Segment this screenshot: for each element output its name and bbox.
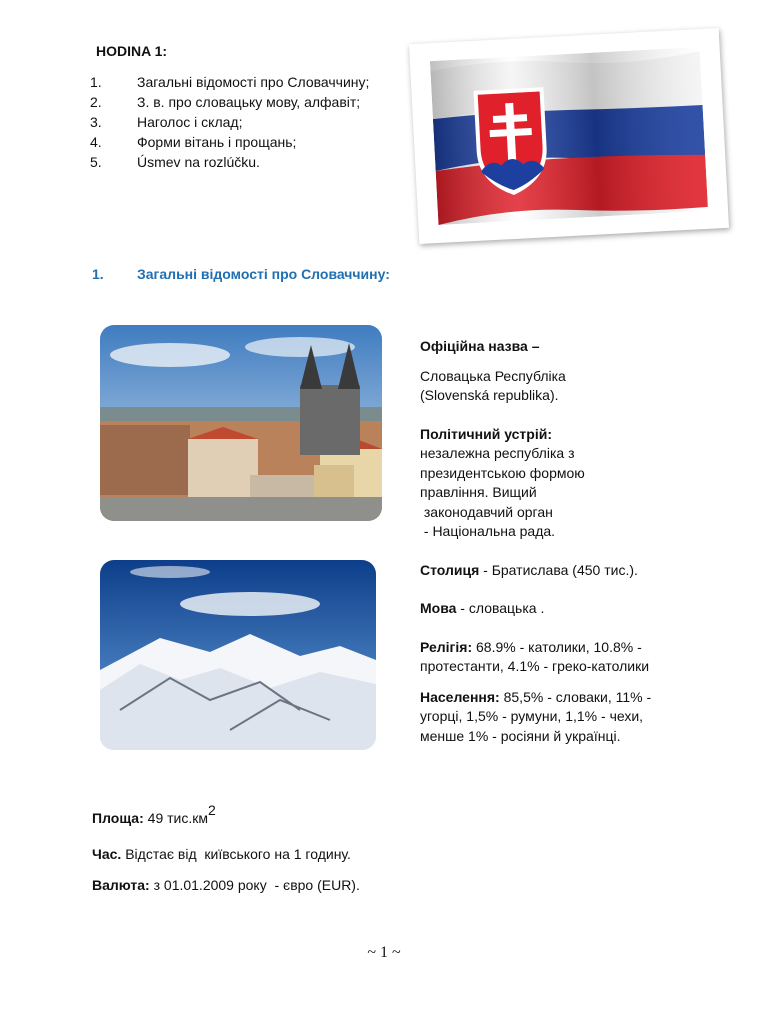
area-fact — [92, 802, 216, 826]
section-heading: Загальні відомості про Словаччину: — [137, 266, 390, 282]
political-system-line: незалежна республіка з — [420, 445, 575, 461]
page-title: HODINA 1: — [96, 43, 168, 59]
toc-number: 2. — [90, 94, 102, 110]
table-of-contents — [90, 72, 369, 172]
toc-text: Úsmev na rozlúčku. — [137, 154, 260, 170]
prague-city-photo — [100, 325, 382, 521]
area-label: Площа: — [92, 810, 144, 826]
tatra-mountains-photo — [100, 560, 376, 750]
language-label: Мова — [420, 600, 457, 616]
toc-text: З. в. про словацьку мову, алфавіт; — [137, 94, 361, 110]
currency-label: Валюта: — [92, 877, 150, 893]
toc-item — [90, 92, 369, 112]
capital-value: - Братислава (450 тис.). — [479, 561, 638, 578]
population-line: угорці, 1,5% - румуни, 1,1% - чехи, — [420, 708, 644, 724]
toc-number: 1. — [90, 74, 102, 90]
toc-item — [90, 132, 369, 152]
page-number: ~ 1 ~ — [367, 944, 401, 961]
slovak-flag-image — [430, 47, 708, 225]
political-system-line: - Національна рада. — [420, 523, 556, 539]
toc-text: Загальні відомості про Словаччину; — [137, 74, 370, 90]
info-block — [420, 337, 710, 746]
official-name-value-1: Словацька Республіка — [420, 367, 566, 384]
toc-number: 4. — [90, 134, 102, 150]
political-system-line: президентською формою — [420, 464, 585, 481]
population-line: менше 1% - росіяни й українці. — [420, 727, 621, 744]
official-name-value-2: (Slovenská republika). — [420, 387, 559, 403]
official-name-label: Офіційна назва – — [420, 338, 540, 354]
political-system-line: законодавчий орган — [420, 503, 553, 520]
currency-value: з 01.01.2009 року - євро (EUR). — [149, 877, 360, 893]
time-fact — [92, 846, 351, 862]
population-label: Населення: — [420, 688, 500, 705]
section-number: 1. — [92, 266, 104, 282]
political-system-line: правління. Вищий — [420, 484, 537, 500]
religion-label: Релігія: — [420, 638, 473, 655]
religion-line: протестанти, 4.1% - греко-католики — [420, 658, 650, 674]
toc-number: 5. — [90, 154, 102, 170]
toc-text: Форми вітань і прощань; — [137, 134, 297, 150]
toc-number: 3. — [90, 114, 102, 130]
time-value: Відстає від київського на 1 годину. — [121, 846, 351, 862]
time-label: Час. — [92, 846, 122, 862]
toc-item — [90, 152, 369, 172]
toc-text: Наголос і склад; — [137, 114, 243, 130]
toc-item — [90, 112, 369, 132]
currency-fact — [92, 877, 360, 893]
capital-label: Столиця — [420, 561, 480, 578]
language-value: - словацька . — [456, 600, 545, 616]
area-value: 49 тис.км — [143, 810, 208, 826]
religion-value: 68.9% - католики, 10.8% - — [472, 638, 642, 655]
area-superscript: 2 — [208, 802, 216, 818]
population-value: 85,5% - словаки, 11% - — [499, 688, 652, 705]
toc-item — [90, 72, 369, 92]
political-system-label: Політичний устрій: — [420, 425, 552, 442]
slovak-flag-photo — [409, 28, 729, 244]
